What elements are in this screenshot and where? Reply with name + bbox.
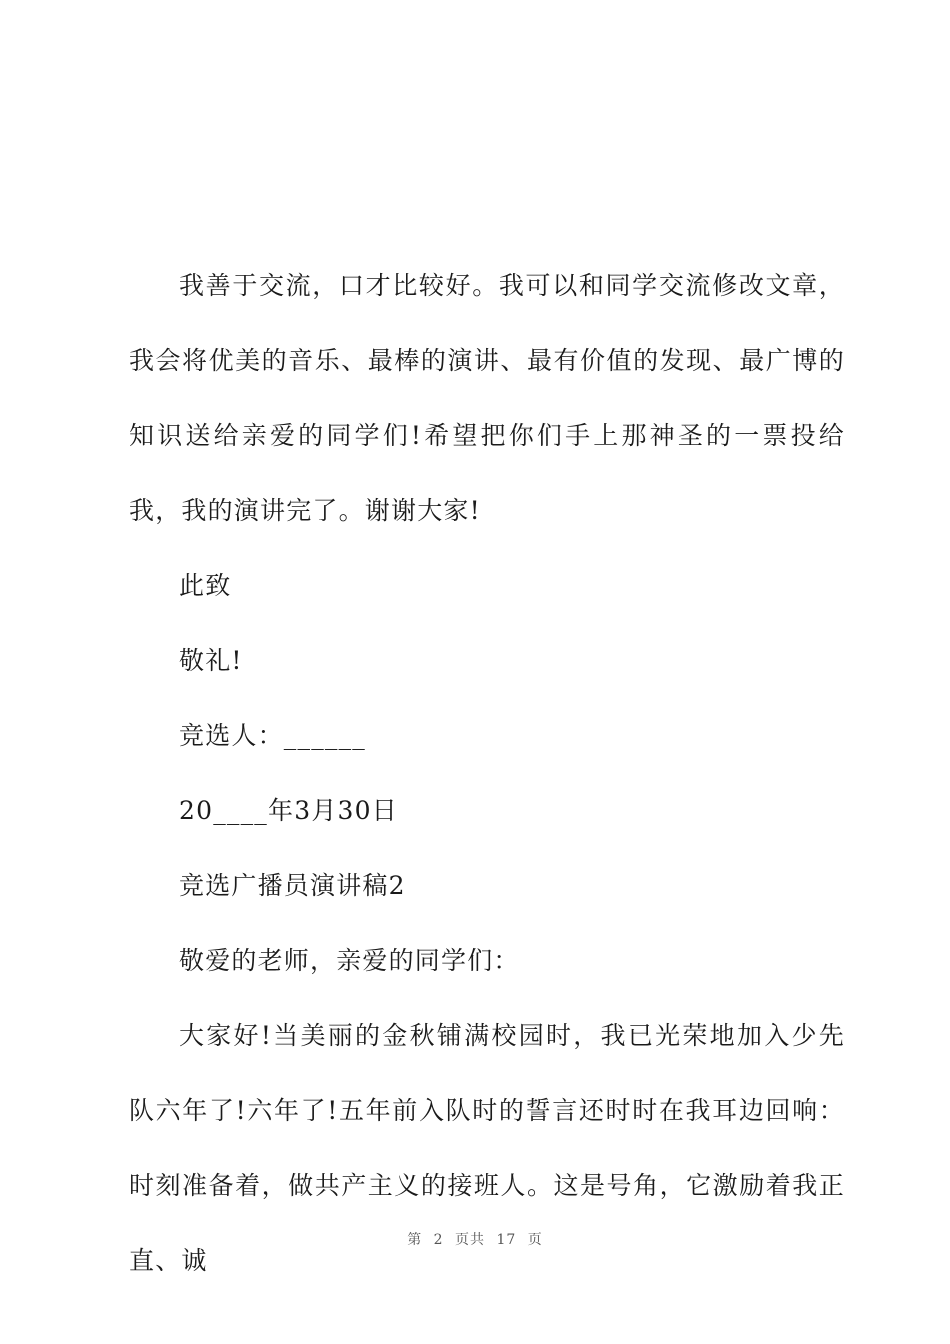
section-title: 竞选广播员演讲稿2 xyxy=(179,871,406,900)
paragraph-salutation-cizhi: 此致 xyxy=(179,571,232,600)
paragraph-candidate-signature: 竞选人：______ xyxy=(179,721,367,750)
paragraph-opening-speech: 大家好!当美丽的金秋铺满校园时，我已光荣地加入少先队六年了!六年了!五年前入队时的誓言还时时在我耳边回响：时刻准备着，做共产主义的接班人。这是号角，它激励着我正直、诚 xyxy=(129,1021,845,1275)
paragraph-salutation-jingli: 敬礼! xyxy=(179,646,243,675)
paragraph-closing-speech: 我善于交流，口才比较好。我可以和同学交流修改文章，我会将优美的音乐、最棒的演讲、最有价值的发现、最广博的知识送给亲爱的同学们!希望把你们手上那神圣的一票投给我，我的演讲完了。谢谢大家! xyxy=(129,271,845,525)
paragraph-greeting: 敬爱的老师，亲爱的同学们： xyxy=(179,946,520,975)
document-body xyxy=(129,248,845,1298)
page-footer: 第 2 页共 17 页 xyxy=(407,1232,543,1248)
paragraph-date: 20____年3月30日 xyxy=(179,796,398,825)
